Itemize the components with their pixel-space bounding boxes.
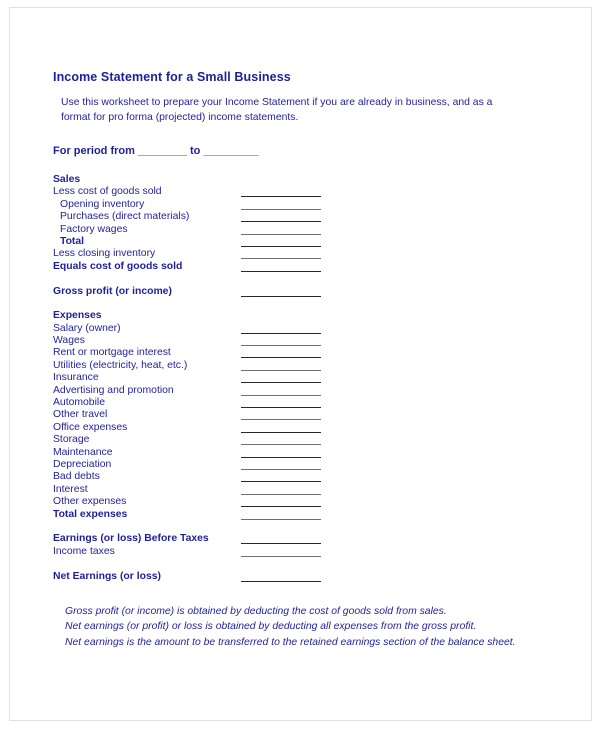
worksheet-row-label: Earnings (or loss) Before Taxes bbox=[53, 533, 209, 545]
worksheet-row-label: Salary (owner) bbox=[53, 322, 121, 334]
worksheet-row bbox=[53, 571, 563, 583]
amount-blank-line[interactable] bbox=[241, 506, 321, 507]
section-heading-label: Expenses bbox=[53, 310, 102, 322]
worksheet-row-label: Bad debts bbox=[53, 471, 100, 483]
amount-blank-line[interactable] bbox=[241, 333, 321, 334]
worksheet-row bbox=[53, 360, 563, 372]
worksheet-row-label: Other expenses bbox=[53, 496, 127, 508]
gross-profit-rows bbox=[53, 286, 563, 298]
worksheet-row-label: Office expenses bbox=[53, 421, 128, 433]
section-heading-sales bbox=[53, 174, 563, 186]
worksheet-row bbox=[53, 434, 563, 446]
worksheet-row-label: Purchases (direct materials) bbox=[60, 211, 190, 223]
page-title: Income Statement for a Small Business bbox=[53, 70, 291, 84]
worksheet-row-label: Automobile bbox=[53, 397, 105, 409]
amount-blank-line[interactable] bbox=[241, 209, 321, 210]
worksheet-row-label: Income taxes bbox=[53, 545, 115, 557]
document-page bbox=[9, 7, 592, 721]
amount-blank-line[interactable] bbox=[241, 457, 321, 458]
worksheet-row-label: Rent or mortgage interest bbox=[53, 347, 171, 359]
worksheet-row bbox=[53, 409, 563, 421]
net-earnings-rows bbox=[53, 571, 563, 583]
footnote: Net earnings (or profit) or loss is obtained by deducting all expenses from the gross profit. bbox=[65, 621, 477, 633]
worksheet-row bbox=[53, 385, 563, 397]
amount-blank-line[interactable] bbox=[241, 221, 321, 222]
intro-line: format for pro forma (projected) income statements. bbox=[61, 111, 299, 123]
worksheet-row bbox=[53, 224, 563, 236]
amount-blank-line[interactable] bbox=[241, 296, 321, 297]
income-statement-worksheet bbox=[53, 70, 563, 650]
row-spacer bbox=[53, 558, 563, 570]
worksheet-row bbox=[53, 186, 563, 198]
worksheet-row-label: Maintenance bbox=[53, 446, 113, 458]
worksheet-row-label: Wages bbox=[53, 335, 85, 347]
amount-blank-line[interactable] bbox=[241, 494, 321, 495]
section-heading-label: Sales bbox=[53, 174, 81, 185]
worksheet-row bbox=[53, 236, 563, 248]
worksheet-row bbox=[53, 323, 563, 335]
footnote: Gross profit (or income) is obtained by deducting the cost of goods sold from sales. bbox=[65, 605, 447, 617]
amount-blank-line[interactable] bbox=[241, 469, 321, 470]
amount-blank-line[interactable] bbox=[241, 271, 321, 272]
worksheet-row bbox=[53, 546, 563, 558]
worksheet-row bbox=[53, 533, 563, 545]
worksheet-row bbox=[53, 397, 563, 409]
worksheet-row bbox=[53, 248, 563, 260]
worksheet-row bbox=[53, 422, 563, 434]
worksheet-row bbox=[53, 261, 563, 273]
footnote: Net earnings is the amount to be transferred to the retained earnings section of the balance sheet. bbox=[65, 636, 516, 648]
amount-blank-line[interactable] bbox=[241, 407, 321, 408]
amount-blank-line[interactable] bbox=[241, 345, 321, 346]
worksheet-row bbox=[53, 484, 563, 496]
amount-blank-line[interactable] bbox=[241, 246, 321, 247]
worksheet-row bbox=[53, 496, 563, 508]
worksheet-rows bbox=[53, 174, 563, 583]
expenses-rows bbox=[53, 323, 563, 521]
footnotes bbox=[53, 604, 563, 651]
amount-blank-line[interactable] bbox=[241, 481, 321, 482]
amount-blank-line[interactable] bbox=[241, 382, 321, 383]
amount-blank-line[interactable] bbox=[241, 581, 321, 582]
amount-blank-line[interactable] bbox=[241, 258, 321, 259]
amount-blank-line[interactable] bbox=[241, 370, 321, 371]
worksheet-row-label: Insurance bbox=[53, 372, 99, 384]
worksheet-row bbox=[53, 199, 563, 211]
worksheet-row-label: Advertising and promotion bbox=[53, 384, 174, 396]
sales-rows bbox=[53, 186, 563, 273]
worksheet-row-label: Storage bbox=[53, 434, 90, 446]
worksheet-row-label: Less closing inventory bbox=[53, 248, 156, 260]
row-spacer bbox=[53, 273, 563, 285]
worksheet-row-label: Opening inventory bbox=[60, 198, 145, 210]
period-field[interactable]: For period from ________ to _________ bbox=[53, 145, 259, 157]
row-spacer bbox=[53, 521, 563, 533]
amount-blank-line[interactable] bbox=[241, 519, 321, 520]
amount-blank-line[interactable] bbox=[241, 444, 321, 445]
worksheet-row-label: Total bbox=[60, 235, 85, 247]
amount-blank-line[interactable] bbox=[241, 432, 321, 433]
worksheet-row bbox=[53, 459, 563, 471]
worksheet-row-label: Depreciation bbox=[53, 458, 112, 470]
worksheet-row-label: Less cost of goods sold bbox=[53, 186, 162, 198]
worksheet-row-label: Other travel bbox=[53, 409, 108, 421]
worksheet-row-label: Interest bbox=[53, 483, 88, 495]
worksheet-row bbox=[53, 447, 563, 459]
amount-blank-line[interactable] bbox=[241, 196, 321, 197]
worksheet-row bbox=[53, 286, 563, 298]
amount-blank-line[interactable] bbox=[241, 543, 321, 544]
amount-blank-line[interactable] bbox=[241, 395, 321, 396]
worksheet-row-label: Equals cost of goods sold bbox=[53, 260, 183, 272]
worksheet-row bbox=[53, 471, 563, 483]
amount-blank-line[interactable] bbox=[241, 357, 321, 358]
worksheet-row-label: Factory wages bbox=[60, 223, 128, 235]
worksheet-row bbox=[53, 347, 563, 359]
worksheet-row bbox=[53, 211, 563, 223]
worksheet-row bbox=[53, 509, 563, 521]
section-heading-expenses bbox=[53, 310, 563, 322]
amount-blank-line[interactable] bbox=[241, 556, 321, 557]
worksheet-row bbox=[53, 372, 563, 384]
worksheet-row bbox=[53, 335, 563, 347]
amount-blank-line[interactable] bbox=[241, 234, 321, 235]
row-spacer bbox=[53, 298, 563, 310]
worksheet-row-label: Gross profit (or income) bbox=[53, 285, 172, 297]
worksheet-row-label: Net Earnings (or loss) bbox=[53, 570, 161, 582]
worksheet-row-label: Utilities (electricity, heat, etc.) bbox=[53, 359, 188, 371]
amount-blank-line[interactable] bbox=[241, 419, 321, 420]
worksheet-row-label: Total expenses bbox=[53, 508, 128, 520]
earnings-rows bbox=[53, 533, 563, 558]
intro-paragraph bbox=[53, 96, 548, 125]
intro-line: Use this worksheet to prepare your Income Statement if you are already in business, and as a bbox=[61, 97, 493, 108]
